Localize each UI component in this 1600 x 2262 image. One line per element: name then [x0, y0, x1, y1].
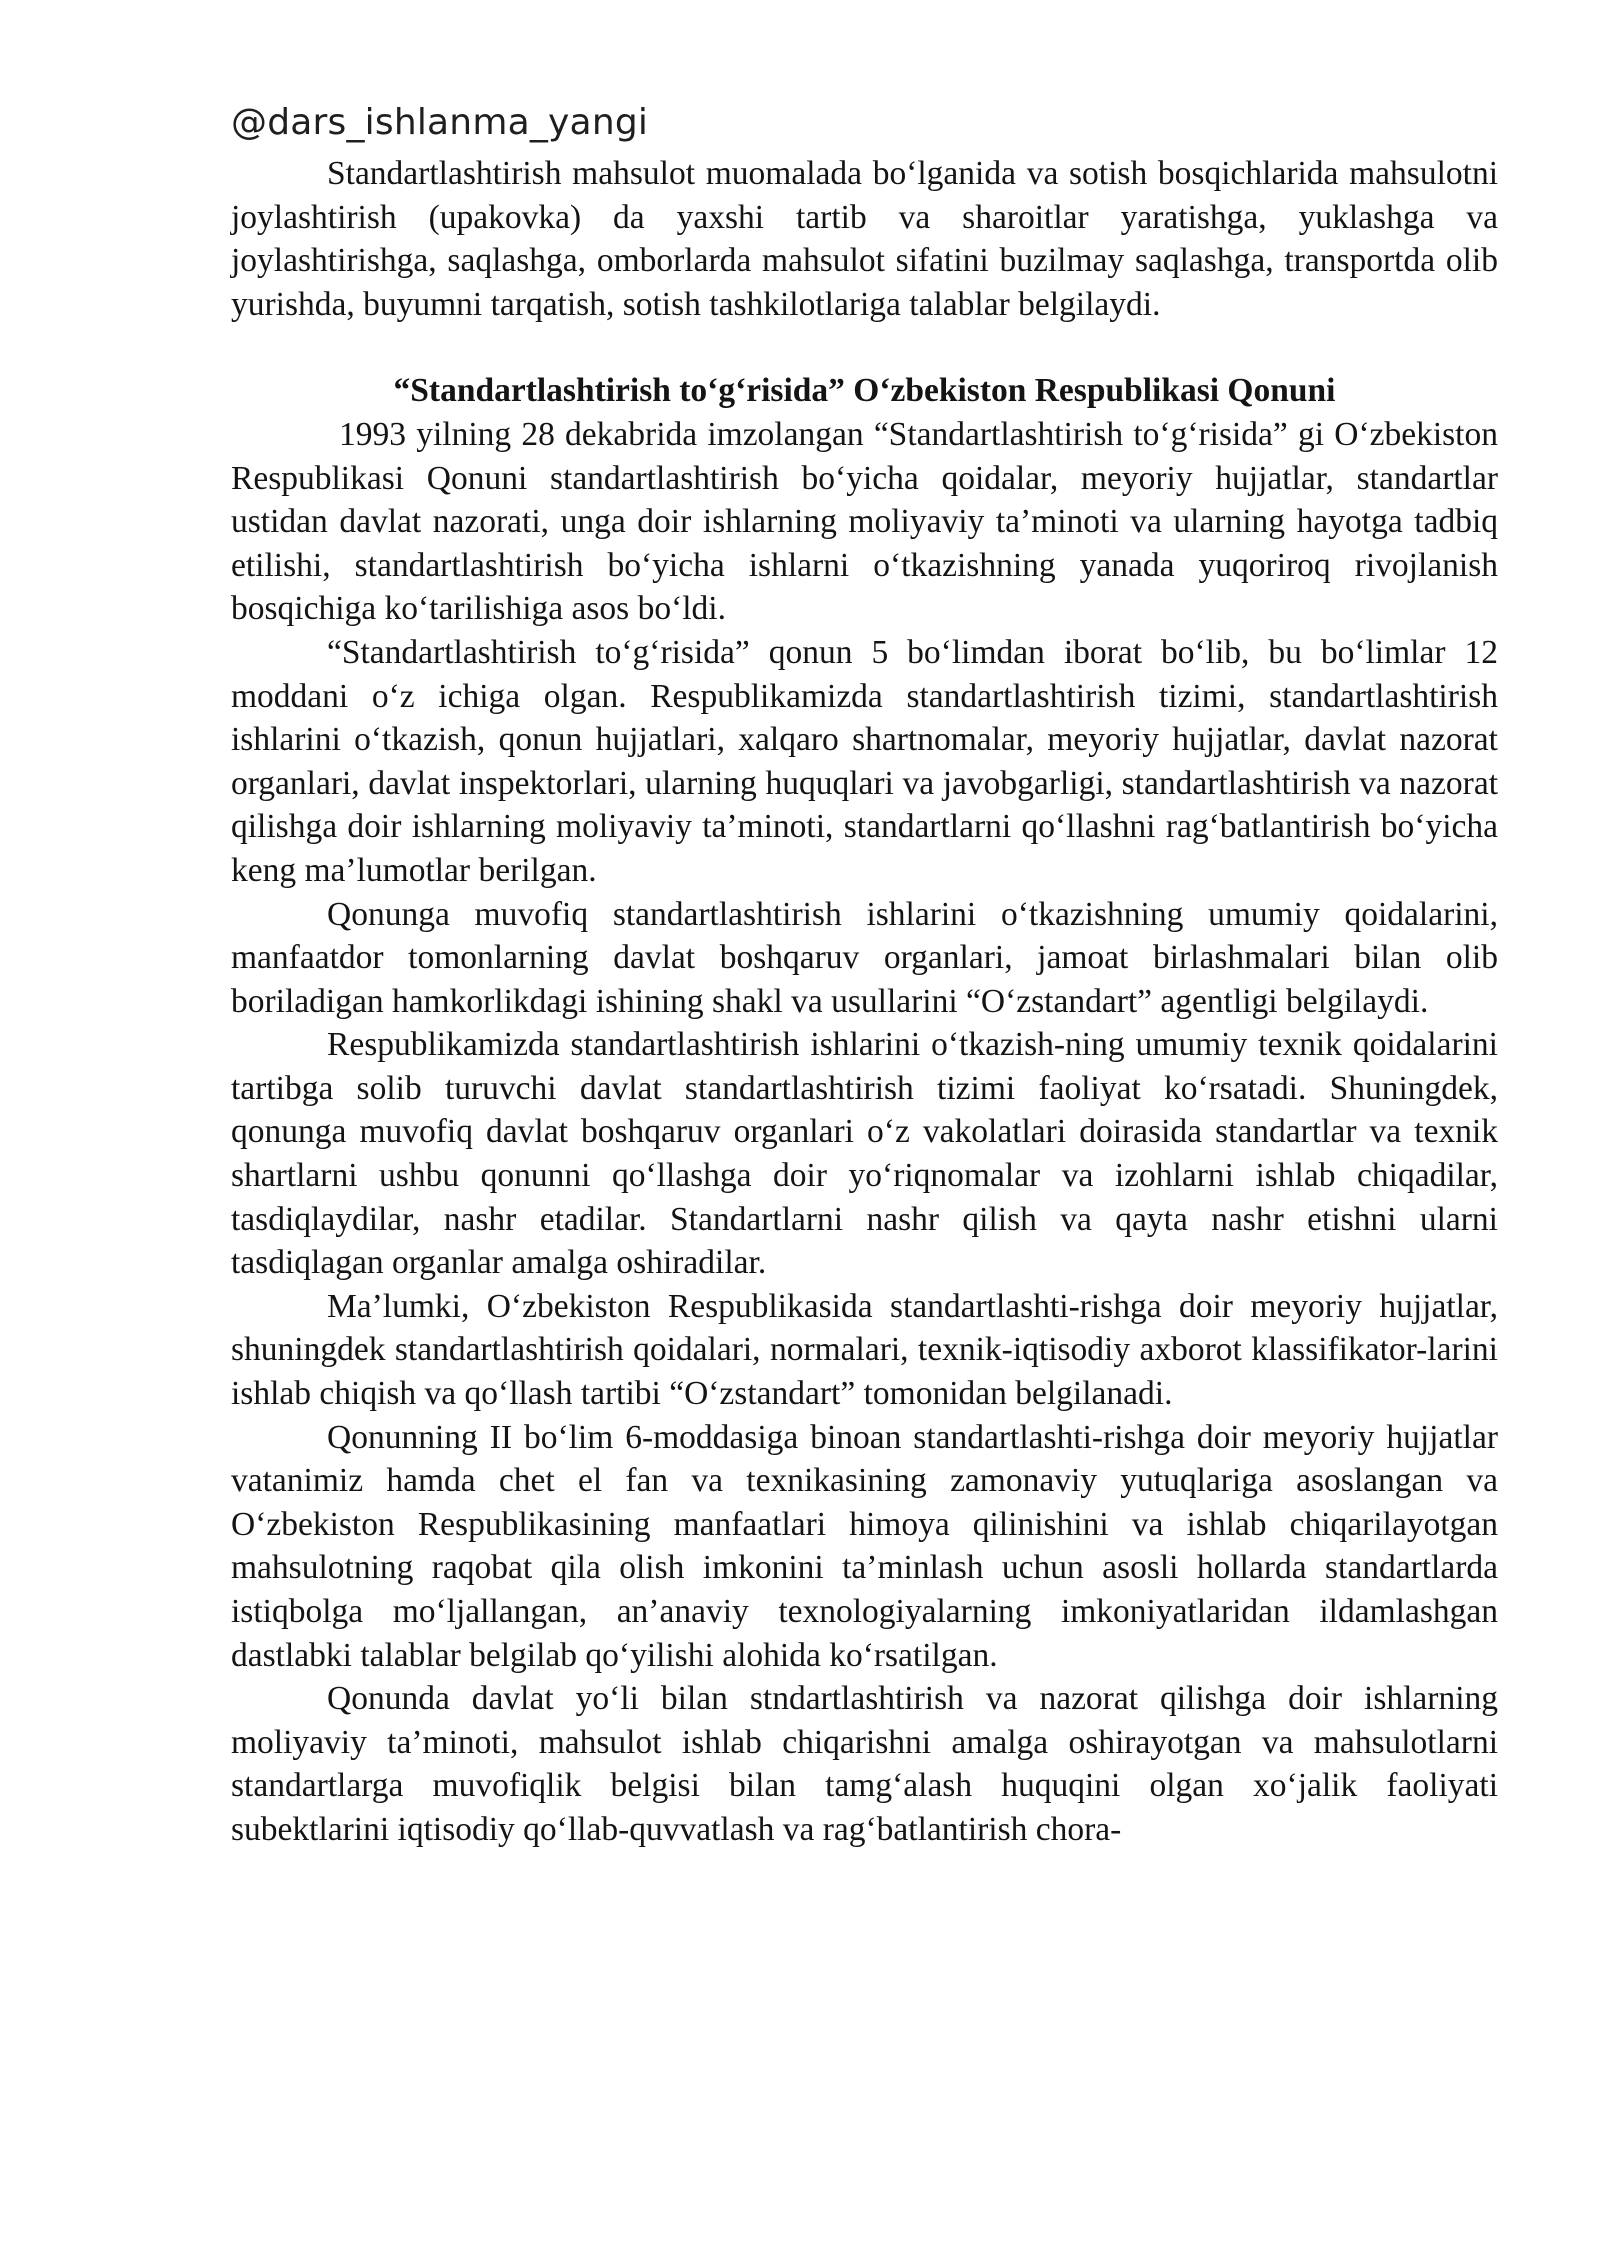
- body-paragraph-2: “Standartlashtirish to‘g‘risida” qonun 5 bo‘limdan iborat bo‘lib, bu bo‘limlar 12 moddani o‘z ichiga olgan. Respublikamizda standartlashtirish tizimi, standartlashtirish ishlarini o‘tkazish, qonun hujjatlari, xalqaro shartnomalar, meyoriy hujjatlar, davlat nazorat organlari, davlat inspektorlari, ularning huquqlari va javobgarligi, standartlashtirish va nazorat qilishga doir ishlarning moliyaviy ta’minoti, standartlarni qo‘llashni rag‘batlantirish bo‘yicha keng ma’lumotlar berilgan.: [231, 633, 1498, 889]
- body-paragraph-5: Ma’lumki, O‘zbekiston Respublikasida standartlashti-rishga doir meyoriy hujjatlar, shuningdek standartlashtirish qoidalari, normalari, texnik-iqtisodiy axborot klassifikator-larini ishlab chiqish va qo‘llash tartibi “O‘zstandart” tomonidan belgilanadi.: [231, 1287, 1498, 1413]
- watermark-handle: @dars_ishlanma_yangi: [231, 102, 649, 143]
- intro-paragraph: Standartlashtirish mahsulot muomalada bo‘lganida va sotish bosqichlarida mahsulotni joylashtirish (upakovka) da yaxshi tartib va sharoitlar yaratishga, yuklashga va joylashtirishga, saqlashga, omborlarda mahsulot sifatini buzilmay saqlashga, transportda olib yurishda, buyumni tarqatish, sotish tashkilotlariga talablar belgilaydi.: [231, 155, 1498, 323]
- body-paragraph-3: Qonunga muvofiq standartlashtirish ishlarini o‘tkazishning umumiy qoidalarini, manfaatdor tomonlarning davlat boshqaruv organlari, jamoat birlashmalari bilan olib boriladigan hamkorlikdagi ishining shakl va usullarini “O‘zstandart” agentligi belgilaydi.: [231, 895, 1498, 1020]
- document-body: [231, 152, 1498, 1852]
- body-paragraph-6: Qonunning II bo‘lim 6-moddasiga binoan standartlashti-rishga doir meyoriy hujjatlar vatanimiz hamda chet el fan va texnikasining zamonaviy yutuqlariga asoslangan va O‘zbekiston Respublikasining manfaatlari himoya qilinishini va ishlab chiqarilayotgan mahsulotning raqobat qila olish imkonini ta’minlash uchun asosli hollarda standartlarda istiqbolga mo‘ljallangan, an’anaviy texnologiyalarning imkoniyatlaridan ildamlashgan dastlabki talablar belgilab qo‘yilishi alohida ko‘rsatilgan.: [231, 1418, 1498, 1674]
- body-paragraph-7: Qonunda davlat yo‘li bilan stndartlashtirish va nazorat qilishga doir ishlarning moliyaviy ta’minoti, mahsulot ishlab chiqarishni amalga oshirayotgan va mahsulotlarni standartlarga muvofiqlik belgisi bilan tamg‘alash huquqini olgan xo‘jalik faoliyati subektlarini iqtisodiy qo‘llab-quvvatlash va rag‘batlantirish chora-: [231, 1680, 1498, 1848]
- body-paragraph-4: Respublikamizda standartlashtirish ishlarini o‘tkazish-ning umumiy texnik qoidalarini tartibga solib turuvchi davlat standartlashtirish tizimi faoliyat ko‘rsatadi. Shuningdek, qonunga muvofiq davlat boshqaruv organlari o‘z vakolatlari doirasida standartlar va texnik shartlarni ushbu qonunni qo‘llashga doir yo‘riqnomalar va izohlarni ishlab chiqadilar, tasdiqlaydilar, nashr etadilar. Standartlarni nashr qilish va qayta nashr etishni ularni tasdiqlagan organlar amalga oshiradilar.: [231, 1026, 1498, 1282]
- section-heading: “Standartlashtirish to‘g‘risida” O‘zbekiston Respublikasi Qonuni: [393, 372, 1336, 410]
- body-paragraph-1: 1993 yilning 28 dekabrida imzolangan “Standartlashtirish to‘g‘risida” gi O‘zbekiston Respublikasi Qonuni standartlashtirish bo‘yicha qoidalar, meyoriy hujjatlar, standartlar ustidan davlat nazorati, unga doir ishlarning moliyaviy ta’minoti va ularning hayotga tadbiq etilishi, standartlashtirish bo‘yicha ishlarni o‘tkazishning yanada yuqoriroq rivojlanish bosqichiga ko‘tarilishiga asos bo‘ldi.: [231, 415, 1498, 628]
